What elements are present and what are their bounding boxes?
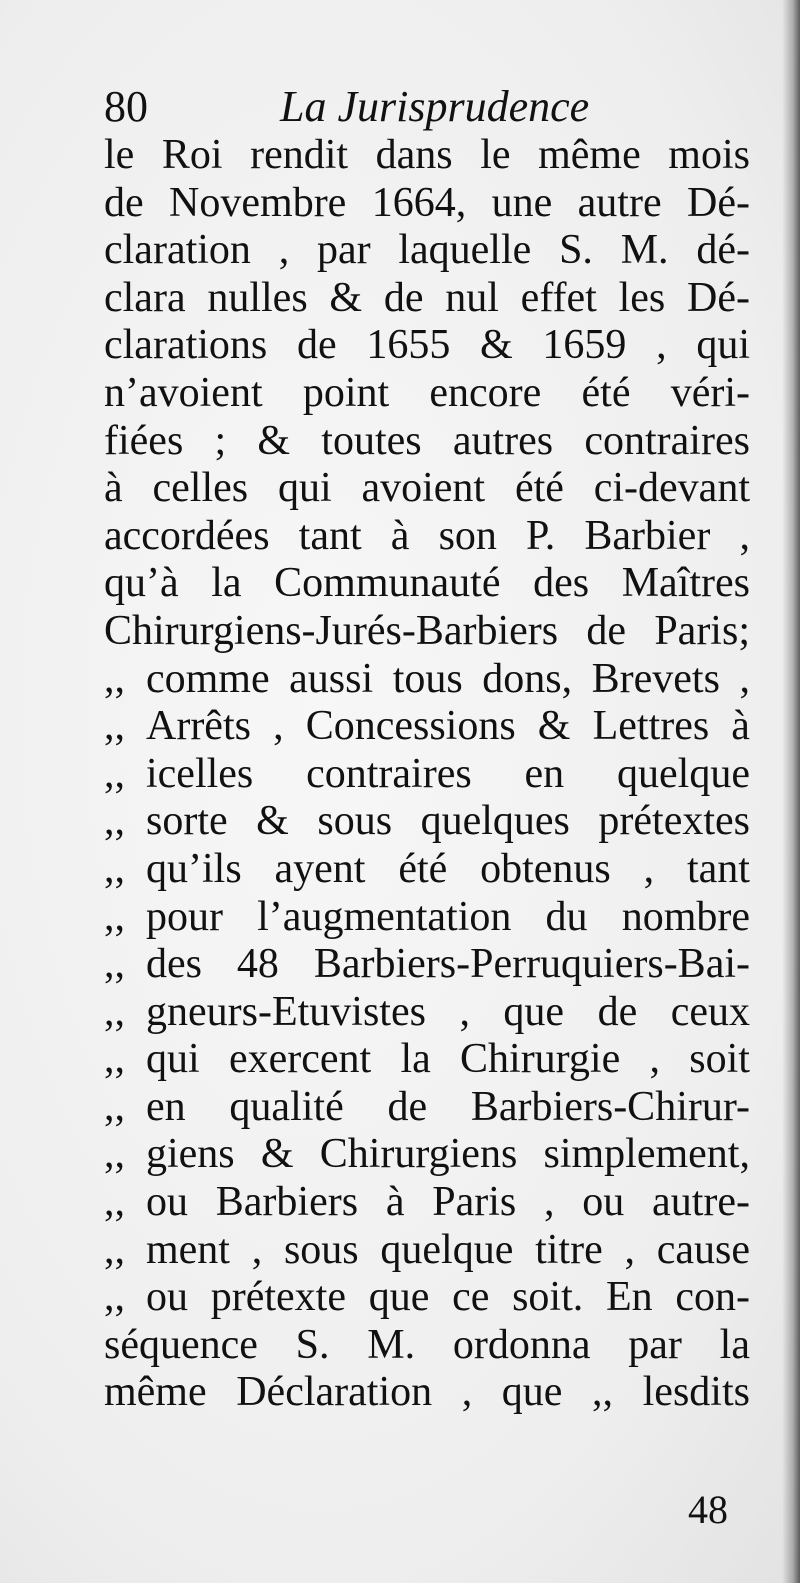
- quote-mark: ,,: [104, 1274, 125, 1321]
- word: qualité: [229, 1083, 344, 1130]
- word: le: [104, 132, 135, 178]
- word: Lettres: [592, 703, 710, 750]
- word: pour: [146, 893, 223, 940]
- word: ou: [582, 1179, 625, 1226]
- text-line: [104, 418, 750, 466]
- text-line: [104, 275, 750, 323]
- word: contraires: [306, 750, 472, 797]
- word: ,: [649, 1036, 660, 1083]
- line-text: [146, 1036, 750, 1084]
- running-head: [104, 82, 744, 132]
- word: En: [605, 1274, 653, 1321]
- word: que: [503, 988, 565, 1035]
- word: Chirurgiens: [319, 1131, 518, 1178]
- word: Communauté: [274, 560, 501, 607]
- line-text: [104, 608, 750, 656]
- word: simplement,: [543, 1131, 750, 1178]
- word: ,: [251, 1226, 263, 1273]
- word: Paris: [432, 1179, 517, 1226]
- running-title: La Jurisprudence: [280, 82, 590, 131]
- line-text: [104, 132, 750, 180]
- word: n’avoient: [104, 369, 263, 416]
- word: du: [545, 893, 588, 940]
- word: été: [398, 845, 448, 892]
- word: avoient: [361, 465, 486, 512]
- line-text: [104, 560, 750, 608]
- word: cause: [656, 1226, 750, 1273]
- word: par: [316, 227, 371, 274]
- text-line: [104, 132, 750, 180]
- word: séquence: [104, 1321, 258, 1368]
- word: ,: [656, 322, 667, 369]
- text-line: [104, 703, 750, 751]
- line-text: [104, 227, 750, 275]
- text-line: [104, 751, 750, 799]
- word: ,: [278, 227, 290, 274]
- word: claration: [104, 227, 251, 274]
- word: qu’ils: [146, 845, 242, 892]
- line-text: [146, 1084, 750, 1132]
- word: S.: [559, 227, 593, 274]
- word: aussi: [289, 655, 374, 702]
- word: de: [387, 1083, 428, 1130]
- word: qui: [696, 322, 750, 369]
- word: 1655: [366, 322, 451, 369]
- word: ou: [146, 1274, 188, 1321]
- text-line: [104, 322, 750, 370]
- word: à: [104, 465, 123, 512]
- word: S.: [295, 1321, 330, 1368]
- word: de: [296, 322, 337, 369]
- word: rendit: [250, 132, 349, 178]
- word: soit.: [512, 1274, 584, 1321]
- word: qu’à: [104, 560, 179, 607]
- word: Dé-: [687, 179, 750, 226]
- word: à: [385, 1179, 405, 1226]
- line-text: [146, 703, 750, 751]
- word: par: [628, 1321, 682, 1368]
- word: à: [390, 512, 410, 559]
- word: sous: [317, 798, 393, 845]
- word: celles: [152, 465, 249, 512]
- word: titre: [535, 1226, 603, 1273]
- word: une: [491, 179, 553, 226]
- word: &: [537, 703, 571, 750]
- word: tous: [392, 655, 463, 702]
- quote-mark: ,,: [104, 1036, 125, 1083]
- word: comme: [146, 655, 270, 702]
- word: &: [257, 417, 291, 464]
- word: Dé-: [687, 274, 750, 321]
- word: nul: [445, 274, 499, 321]
- word: nombre: [621, 893, 750, 940]
- word: à: [731, 703, 750, 750]
- word: ,: [461, 1369, 473, 1416]
- word: icelles: [146, 750, 254, 797]
- word: des: [146, 941, 202, 988]
- word: giens: [146, 1131, 235, 1178]
- word: 48: [236, 941, 279, 988]
- quote-mark: ,,: [104, 1131, 125, 1178]
- word: ment: [146, 1226, 230, 1273]
- word: &: [256, 798, 289, 845]
- word: la: [400, 1036, 431, 1083]
- text-line: [104, 798, 750, 846]
- text-line: [104, 1322, 750, 1370]
- line-text: [146, 941, 750, 989]
- word: &: [480, 322, 513, 369]
- text-line: [104, 560, 750, 608]
- word: de: [383, 274, 424, 321]
- word: en: [146, 1083, 186, 1130]
- word: ,: [273, 703, 284, 750]
- text-line: [104, 513, 750, 561]
- word: qui: [146, 1036, 200, 1083]
- word: dans: [375, 132, 453, 178]
- word: &: [329, 274, 363, 321]
- word: tant: [298, 512, 362, 559]
- word: clarations: [104, 322, 268, 369]
- word: des: [533, 560, 590, 607]
- line-text: [146, 846, 750, 894]
- word: fiées: [104, 417, 184, 464]
- word: en: [524, 750, 565, 797]
- body-text: [104, 132, 750, 1417]
- word: ci-devant: [593, 465, 750, 512]
- word: point: [302, 369, 390, 416]
- word: prétexte: [210, 1274, 346, 1321]
- line-text: [104, 275, 750, 323]
- word: dé-: [696, 227, 750, 274]
- word: la: [719, 1321, 750, 1368]
- word: Brevets: [591, 655, 720, 702]
- word: clara: [104, 274, 186, 321]
- word: de: [597, 988, 638, 1035]
- word: ,: [459, 988, 470, 1035]
- word: Barbiers-Chirur-: [470, 1083, 750, 1130]
- line-text: [104, 322, 750, 370]
- word: exercent: [228, 1036, 372, 1083]
- line-text: [146, 894, 750, 942]
- word: de: [104, 179, 144, 226]
- word: obtenus: [480, 845, 611, 892]
- word: été: [514, 465, 564, 512]
- line-text: [104, 180, 750, 228]
- word: Barbiers: [215, 1179, 359, 1226]
- text-line: [104, 941, 750, 989]
- quote-mark: ,,: [104, 988, 125, 1035]
- word: ce: [452, 1274, 490, 1321]
- line-text: [146, 1179, 750, 1227]
- word: ,: [739, 655, 750, 702]
- word: l’augmentation: [257, 893, 512, 940]
- word: sous: [283, 1226, 359, 1273]
- word: autres: [452, 417, 554, 464]
- word: Déclaration: [236, 1369, 433, 1416]
- word: ceux: [670, 988, 750, 1035]
- word: ,: [544, 1179, 555, 1226]
- word: de: [586, 607, 627, 654]
- word: le: [480, 132, 511, 178]
- line-text: [146, 1131, 750, 1179]
- text-line: [104, 608, 750, 656]
- word: contraires: [584, 417, 750, 464]
- line-text: [104, 465, 750, 513]
- word: Paris;: [654, 607, 750, 654]
- word: tant: [686, 845, 750, 892]
- text-line: [104, 1131, 750, 1179]
- line-text: [146, 798, 750, 846]
- word: mois: [668, 132, 750, 178]
- text-line: [104, 1227, 750, 1275]
- word: les: [618, 274, 666, 321]
- word: Roi: [161, 132, 223, 178]
- text-line: [104, 656, 750, 704]
- line-text: [104, 1369, 750, 1417]
- word: même: [538, 132, 641, 178]
- word: dons,: [482, 655, 573, 702]
- word: autre: [577, 179, 662, 226]
- word: Chirurgie: [460, 1036, 621, 1083]
- quote-mark: ,,: [104, 1083, 125, 1130]
- line-text: [104, 370, 750, 418]
- word: accordées: [104, 512, 270, 559]
- word: 1659: [542, 322, 627, 369]
- line-text: [146, 751, 750, 799]
- text-line: [104, 227, 750, 275]
- text-line: [104, 465, 750, 513]
- quote-mark: ,,: [104, 941, 125, 988]
- word: P.: [526, 512, 556, 559]
- text-line: [104, 1274, 750, 1322]
- text-line: [104, 370, 750, 418]
- signature-mark: 48: [688, 1487, 728, 1532]
- word: Arrêts: [146, 703, 251, 750]
- page-gutter-shadow: [782, 0, 800, 1583]
- text-line: [104, 1179, 750, 1227]
- word: Maîtres: [621, 560, 750, 607]
- word: lesdits: [642, 1369, 750, 1416]
- word: son: [438, 512, 497, 559]
- word: con-: [675, 1274, 750, 1321]
- word: véri-: [670, 369, 750, 416]
- text-line: [104, 1084, 750, 1132]
- word: M.: [620, 227, 669, 274]
- word: Barbier: [584, 512, 711, 559]
- text-line: [104, 180, 750, 228]
- word: gneurs-Etuvistes: [146, 988, 426, 1035]
- word: Novembre: [169, 179, 347, 226]
- word: ,: [643, 845, 655, 892]
- word: prétextes: [598, 798, 750, 845]
- word: ,: [624, 1226, 635, 1273]
- word: autre-: [652, 1179, 750, 1226]
- word: 1664,: [371, 179, 467, 226]
- word: nulles: [207, 274, 308, 321]
- word: &: [260, 1131, 294, 1178]
- word: Barbiers-Perruquiers-Bai-: [313, 941, 750, 988]
- word: laquelle: [398, 227, 532, 274]
- quote-mark: ,,: [104, 893, 125, 940]
- text-line: [104, 1036, 750, 1084]
- quote-mark: ,,: [104, 655, 125, 702]
- quote-mark: ,,: [104, 798, 125, 845]
- line-text: [146, 1227, 750, 1275]
- word: ,: [739, 512, 750, 559]
- text-line: [104, 1369, 750, 1417]
- quote-mark: ,,: [104, 1226, 125, 1273]
- text-line: [104, 989, 750, 1037]
- text-line: [104, 894, 750, 942]
- word: qui: [277, 465, 332, 512]
- quote-mark: ,,: [104, 845, 125, 892]
- line-text: [104, 513, 750, 561]
- word: la: [211, 560, 242, 607]
- word: que: [501, 1369, 563, 1416]
- word: ou: [146, 1179, 188, 1226]
- word: M.: [367, 1321, 416, 1368]
- word: ayent: [274, 845, 366, 892]
- line-text: [104, 418, 750, 466]
- word: même: [104, 1369, 207, 1416]
- word: Concessions: [305, 703, 516, 750]
- word: Chirurgiens-Jurés-Barbiers: [104, 607, 559, 654]
- word: ,,: [592, 1369, 614, 1416]
- line-text: [146, 1274, 750, 1322]
- word: effet: [520, 274, 597, 321]
- quote-mark: ,,: [104, 703, 125, 750]
- word: toutes: [321, 417, 422, 464]
- word: quelques: [420, 798, 570, 845]
- word: quelque: [380, 1226, 514, 1273]
- word: soit: [689, 1036, 750, 1083]
- word: été: [581, 369, 631, 416]
- text-line: [104, 846, 750, 894]
- line-text: [104, 1322, 750, 1370]
- word: ;: [214, 417, 227, 464]
- word: ordonna: [452, 1321, 591, 1368]
- quote-mark: ,,: [104, 1179, 125, 1226]
- line-text: [146, 989, 750, 1037]
- word: quelque: [617, 750, 750, 797]
- word: que: [368, 1274, 430, 1321]
- word: sorte: [146, 798, 228, 845]
- word: encore: [429, 369, 542, 416]
- quote-mark: ,,: [104, 750, 125, 797]
- line-text: [146, 656, 750, 704]
- page-number: 80: [104, 82, 148, 131]
